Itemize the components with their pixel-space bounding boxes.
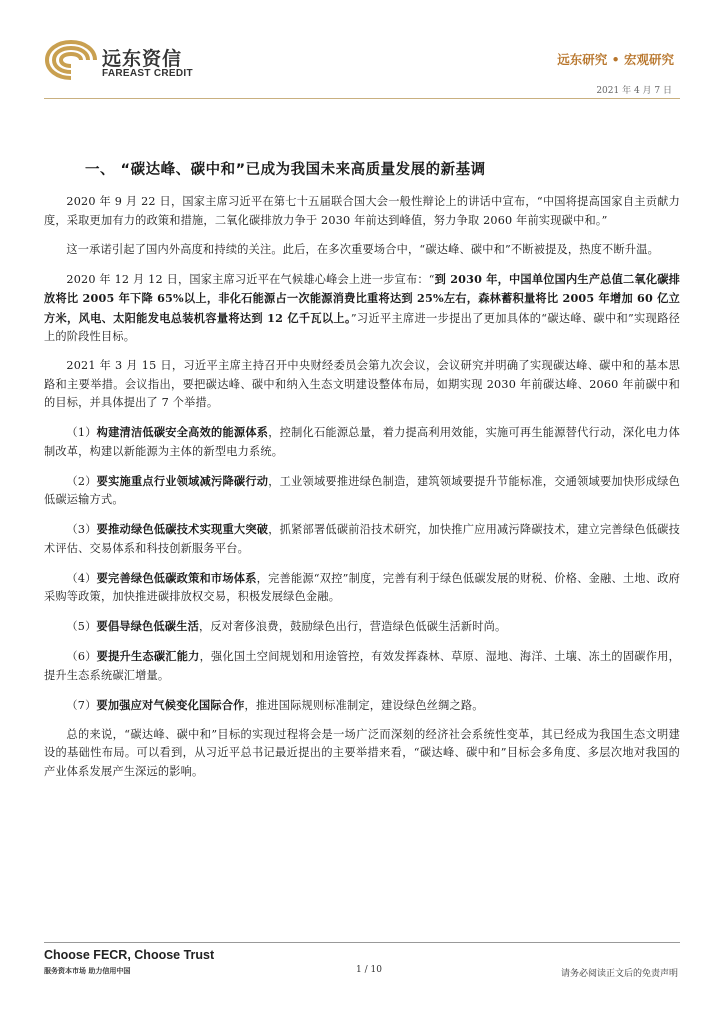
report-date: 2021 年 4 月 7 日 <box>596 86 672 96</box>
measure-number: （5） <box>66 620 97 633</box>
footer-disclaimer: 请务必阅读正文后的免责声明 <box>560 969 678 979</box>
measure-heading: 要提升生态碳汇能力 <box>96 649 200 663</box>
measure-heading: 构建清洁低碳安全高效的能源体系 <box>96 425 269 439</box>
main-content <box>44 193 680 792</box>
measure-2 <box>44 472 680 510</box>
header-divider <box>44 98 680 99</box>
measure-heading: 要加强应对气候变化国际合作 <box>96 697 245 712</box>
footer-slogan: Choose FECR, Choose Trust <box>44 948 215 962</box>
measure-1 <box>44 423 680 461</box>
paragraph-3 <box>44 270 680 347</box>
measure-body: ，完善能源“双控”制度，完善有利于绿色低碳发展的财税、价格、金融、土地、政府采购等政策，加快推进碳排放权交易，积极发展绿色金融。 <box>44 571 681 603</box>
fareast-logo-icon <box>44 40 98 80</box>
measure-body: ，控制化石能源总量，着力提高利用效能，实施可再生能源替代行动，深化电力体制改革，构建以新能源为主体的新型电力系统。 <box>44 426 680 458</box>
measure-body: ，工业领域要推进绿色制造，建筑领域要提升节能标准，交通领域要加快形成绿色低碳运输方式。 <box>44 474 680 506</box>
measure-5 <box>44 617 680 637</box>
paragraph-4: 2021 年 3 月 15 日，习近平主席主持召开中央财经委员会第九次会议，会议研究并明确了实现碳达峰、碳中和的基本思路和主要举措。会议指出，要把碳达峰、碳中和纳入生态文明建设整体布局，如期实现 2030 年前碳达峰、2060 年前碳中和的目标，并具体提出了 7 个举措。 <box>44 359 680 409</box>
measure-number: （6） <box>66 650 97 663</box>
measure-number: （7） <box>66 698 97 712</box>
paragraph-3-quote: 到 2030 年，中国单位国内生产总值二氧化碳排放将比 2005 年下降 65%以上，非化石能源占一次能源消费比重将达到 25%左右，森林蓄积量将比 2005 年增加 60 亿立方米，风电、太阳能发电总装机容量将达到 12 亿千瓦以上。 <box>44 271 680 325</box>
report-category: 远东研究 • 宏观研究 <box>557 52 674 67</box>
measure-heading: 要实施重点行业领域减污降碳行动 <box>96 473 269 488</box>
measure-body: ，推进国际规则标准制定，建设绿色丝绸之路。 <box>244 698 484 712</box>
measure-body: ，抓紧部署低碳前沿技术研究，加快推广应用减污降碳技术，建立完善绿色低碳技术评估、交易体系和科技创新服务平台。 <box>44 523 680 555</box>
measure-3 <box>44 520 680 558</box>
paragraph-1: 2020 年 9 月 22 日，国家主席习近平在第七十五届联合国大会一般性辩论上的讲话中宣布，“中国将提高国家自主贡献力度，采取更加有力的政策和措施，二氧化碳排放力争于 2030 年前达到峰值，努力争取 2060 年前实现碳中和。” <box>44 195 680 227</box>
paragraph-2: 这一承诺引起了国内外高度和持续的关注。此后，在多次重要场合中，“碳达峰、碳中和”不断被提及，热度不断升温。 <box>66 242 659 256</box>
measure-heading: 要倡导绿色低碳生活 <box>96 619 199 633</box>
footer-divider <box>44 942 680 943</box>
measure-body: ，反对奢侈浪费，鼓励绿色出行，营造绿色低碳生活新时尚。 <box>198 620 507 633</box>
page-header <box>0 0 724 104</box>
page-number: 1 / 10 <box>356 965 382 975</box>
footer-subtitle: 服务资本市场 助力信用中国 <box>44 967 131 975</box>
logo-chinese-name: 远东资信 <box>102 48 183 70</box>
measure-6 <box>44 647 680 685</box>
paragraph-conclusion: 总的来说，“碳达峰、碳中和”目标的实现过程将会是一场广泛而深刻的经济社会系统性变革，其已经成为我国生态文明建设的基础性布局。可以看到，从习近平总书记最近提出的主要举措来看，“碳达峰、碳中和”目标会多角度、多层次地对我国的产业体系发展产生深远的影响。 <box>44 727 680 778</box>
section-title: 一、 “碳达峰、碳中和”已成为我国未来高质量发展的新基调 <box>85 162 486 178</box>
measure-number: （1） <box>66 426 97 439</box>
paragraph-3-lead: 2020 年 12 月 12 日，国家主席习近平在气候雄心峰会上进一步宣布：“ <box>66 272 435 286</box>
logo-english-name: FAREAST CREDIT <box>102 68 193 79</box>
paragraph-3-tail: ”习近平主席进一步提出了更加具体的“碳达峰、碳中和”实现路径上的阶段性目标。 <box>44 311 680 343</box>
measure-4 <box>44 569 680 607</box>
measure-7 <box>44 696 680 716</box>
measure-number: （4） <box>66 571 97 585</box>
measure-heading: 要推动绿色低碳技术实现重大突破 <box>96 522 269 536</box>
measure-heading: 要完善绿色低碳政策和市场体系 <box>96 570 257 585</box>
measure-body: ，强化国土空间规划和用途管控，有效发挥森林、草原、湿地、海洋、土壤、冻土的固碳作用，提升生态系统碳汇增量。 <box>44 650 680 682</box>
measure-number: （3） <box>66 523 97 536</box>
measure-number: （2） <box>66 474 97 488</box>
